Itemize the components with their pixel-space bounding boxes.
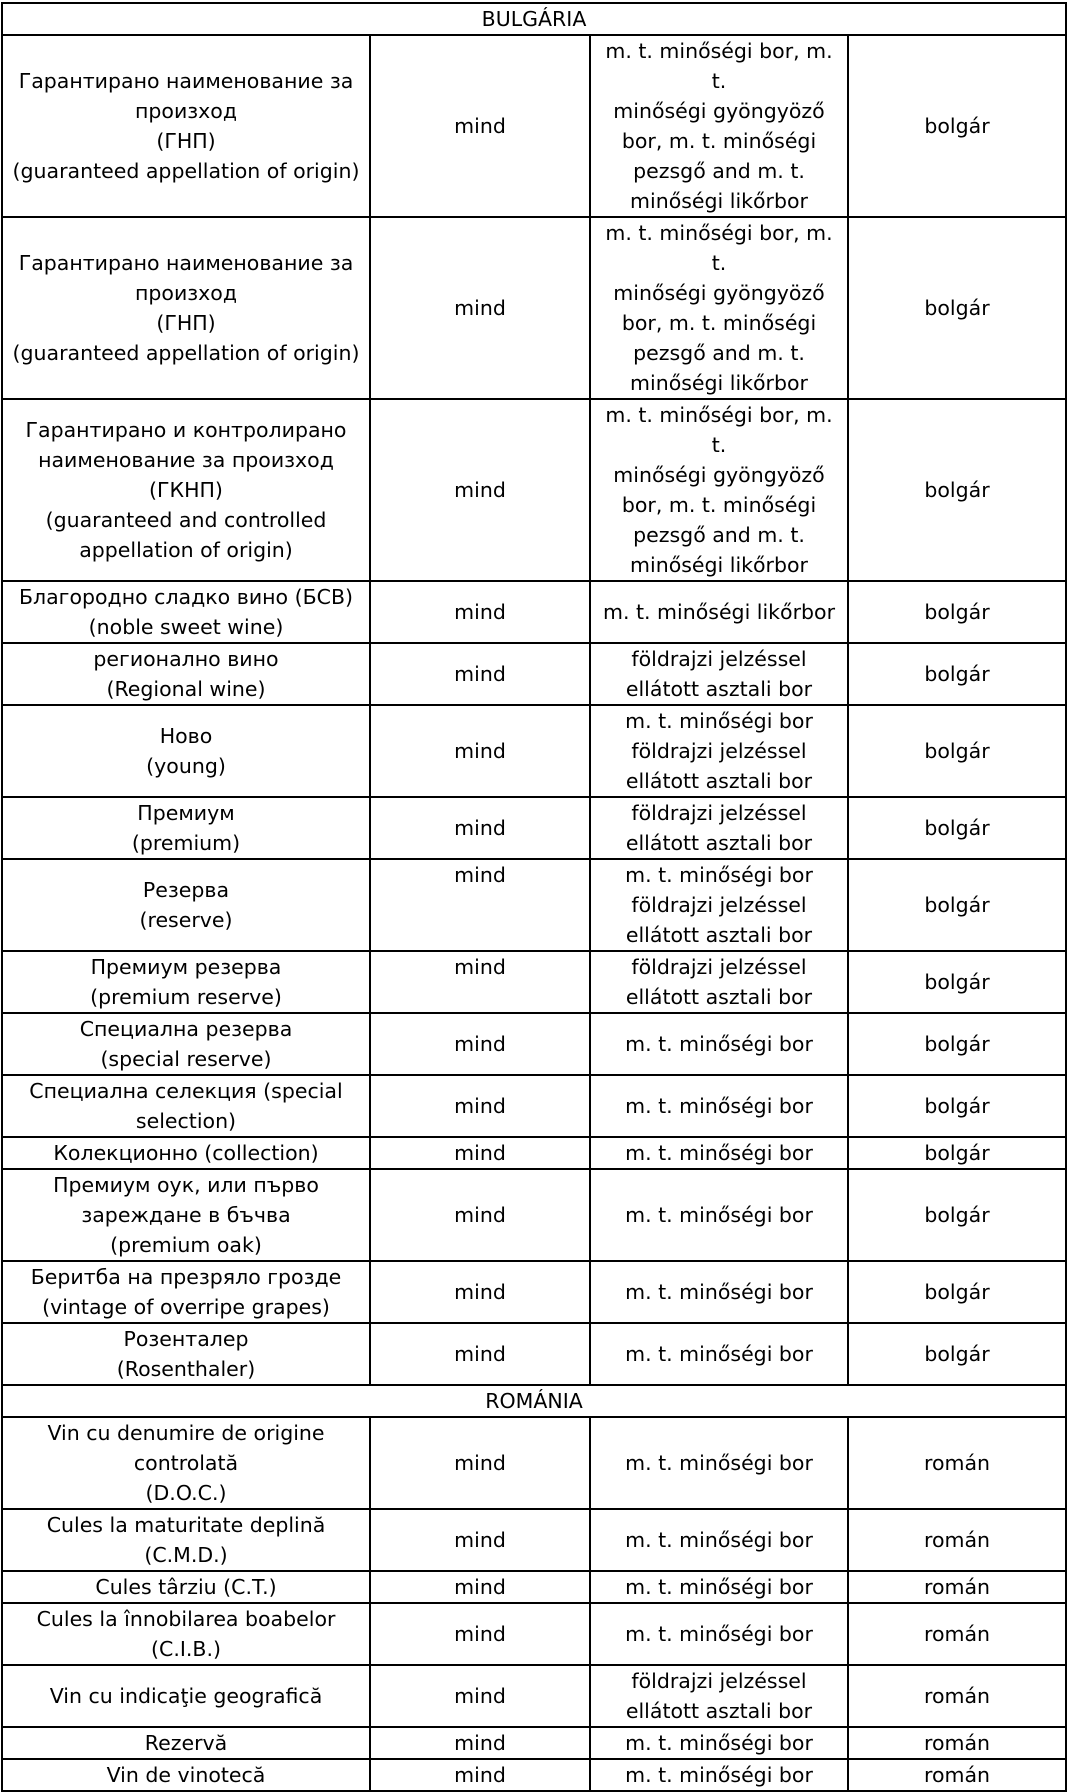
term-cell: Vin cu denumire de origine controlată (D.O.C.)	[2, 1417, 370, 1509]
term-cell: Cules la maturitate deplină (C.M.D.)	[2, 1509, 370, 1571]
wine-type-cell: m. t. minőségi bor	[590, 1759, 848, 1791]
term-cell: Премиум резерва (premium reserve)	[2, 951, 370, 1013]
wine-type-cell: m. t. minőségi bor	[590, 1727, 848, 1759]
section-header-row	[2, 1385, 1066, 1417]
language-cell: bolgár	[848, 705, 1066, 797]
category-cell: mind	[370, 1261, 590, 1323]
section-header-row	[2, 3, 1066, 35]
language-cell: bolgár	[848, 35, 1066, 217]
category-cell: mind	[370, 1417, 590, 1509]
wine-type-cell: m. t. minőségi bor földrajzi jelzéssel ellátott asztali bor	[590, 705, 848, 797]
language-cell: bolgár	[848, 1323, 1066, 1385]
language-cell: bolgár	[848, 859, 1066, 951]
term-cell: Гарантирано наименование за произход (ГНП) (guaranteed appellation of origin)	[2, 35, 370, 217]
term-cell: Премиум (premium)	[2, 797, 370, 859]
table-row	[2, 1261, 1066, 1323]
wine-type-cell: m. t. minőségi bor	[590, 1603, 848, 1665]
language-cell: román	[848, 1759, 1066, 1791]
term-cell: Колекционно (collection)	[2, 1137, 370, 1169]
table-row	[2, 1571, 1066, 1603]
category-cell: mind	[370, 643, 590, 705]
category-cell: mind	[370, 951, 590, 1013]
wine-type-cell: földrajzi jelzéssel ellátott asztali bor	[590, 643, 848, 705]
table-row	[2, 1603, 1066, 1665]
table-row	[2, 705, 1066, 797]
term-cell: Благородно сладко вино (БСВ) (noble sweet wine)	[2, 581, 370, 643]
language-cell: bolgár	[848, 1169, 1066, 1261]
wine-type-cell: m. t. minőségi bor	[590, 1323, 848, 1385]
table-row	[2, 1169, 1066, 1261]
category-cell: mind	[370, 1075, 590, 1137]
category-cell: mind	[370, 1603, 590, 1665]
table-row	[2, 1137, 1066, 1169]
table-row	[2, 859, 1066, 951]
wine-type-cell: m. t. minőségi likőrbor	[590, 581, 848, 643]
category-cell: mind	[370, 1013, 590, 1075]
language-cell: bolgár	[848, 217, 1066, 399]
term-cell: Специална резерва (special reserve)	[2, 1013, 370, 1075]
wine-type-cell: m. t. minőségi bor	[590, 1571, 848, 1603]
wine-type-cell: m. t. minőségi bor	[590, 1169, 848, 1261]
language-cell: bolgár	[848, 951, 1066, 1013]
term-cell: Cules la înnobilarea boabelor (C.I.B.)	[2, 1603, 370, 1665]
term-cell: Специална селекция (special selection)	[2, 1075, 370, 1137]
category-cell: mind	[370, 1727, 590, 1759]
section-title: ROMÁNIA	[2, 1385, 1066, 1417]
language-cell: bolgár	[848, 1013, 1066, 1075]
term-cell: Cules târziu (C.T.)	[2, 1571, 370, 1603]
table-row	[2, 643, 1066, 705]
category-cell: mind	[370, 217, 590, 399]
category-cell: mind	[370, 581, 590, 643]
table-row	[2, 581, 1066, 643]
language-cell: bolgár	[848, 1075, 1066, 1137]
wine-type-cell: földrajzi jelzéssel ellátott asztali bor	[590, 1665, 848, 1727]
term-cell: Vin cu indicaţie geografică	[2, 1665, 370, 1727]
wine-type-cell: m. t. minőségi bor	[590, 1417, 848, 1509]
table-row	[2, 217, 1066, 399]
term-cell: регионално вино (Regional wine)	[2, 643, 370, 705]
language-cell: román	[848, 1571, 1066, 1603]
term-cell: Ново (young)	[2, 705, 370, 797]
term-cell: Vin de vinotecă	[2, 1759, 370, 1791]
table-row	[2, 1509, 1066, 1571]
category-cell: mind	[370, 1509, 590, 1571]
language-cell: bolgár	[848, 643, 1066, 705]
category-cell: mind	[370, 1323, 590, 1385]
wine-type-cell: földrajzi jelzéssel ellátott asztali bor	[590, 951, 848, 1013]
term-cell: Премиум оук, или първо зареждане в бъчва (premium oak)	[2, 1169, 370, 1261]
language-cell: bolgár	[848, 1261, 1066, 1323]
term-cell: Гарантирано и контролирано наименование за произход (ГКНП) (guaranteed and controlled appellation of origin)	[2, 399, 370, 581]
category-cell: mind	[370, 35, 590, 217]
wine-type-cell: m. t. minőségi bor, m. t. minőségi gyöngyöző bor, m. t. minőségi pezsgő and m. t. minőségi likőrbor	[590, 217, 848, 399]
table-row	[2, 1665, 1066, 1727]
language-cell: bolgár	[848, 797, 1066, 859]
category-cell: mind	[370, 1665, 590, 1727]
language-cell: bolgár	[848, 1137, 1066, 1169]
table-row	[2, 1759, 1066, 1791]
table-row	[2, 951, 1066, 1013]
table-row	[2, 1417, 1066, 1509]
table-row	[2, 797, 1066, 859]
category-cell: mind	[370, 399, 590, 581]
term-cell: Rezervă	[2, 1727, 370, 1759]
language-cell: román	[848, 1665, 1066, 1727]
wine-type-cell: m. t. minőségi bor	[590, 1013, 848, 1075]
wine-type-cell: m. t. minőségi bor	[590, 1137, 848, 1169]
wine-type-cell: m. t. minőségi bor földrajzi jelzéssel ellátott asztali bor	[590, 859, 848, 951]
table-body	[2, 3, 1066, 1791]
language-cell: román	[848, 1417, 1066, 1509]
category-cell: mind	[370, 859, 590, 951]
table-row	[2, 399, 1066, 581]
category-cell: mind	[370, 1137, 590, 1169]
language-cell: bolgár	[848, 399, 1066, 581]
wine-type-cell: m. t. minőségi bor, m. t. minőségi gyöngyöző bor, m. t. minőségi pezsgő and m. t. minőségi likőrbor	[590, 399, 848, 581]
category-cell: mind	[370, 1759, 590, 1791]
term-cell: Гарантирано наименование за произход (ГНП) (guaranteed appellation of origin)	[2, 217, 370, 399]
table-row	[2, 35, 1066, 217]
wine-type-cell: m. t. minőségi bor, m. t. minőségi gyöngyöző bor, m. t. minőségi pezsgő and m. t. minőségi likőrbor	[590, 35, 848, 217]
table-row	[2, 1323, 1066, 1385]
wine-terms-table	[1, 2, 1067, 1792]
term-cell: Беритба на презряло грозде (vintage of overripe grapes)	[2, 1261, 370, 1323]
wine-type-cell: m. t. minőségi bor	[590, 1261, 848, 1323]
term-cell: Резерва (reserve)	[2, 859, 370, 951]
language-cell: román	[848, 1727, 1066, 1759]
table-row	[2, 1075, 1066, 1137]
language-cell: román	[848, 1509, 1066, 1571]
wine-type-cell: földrajzi jelzéssel ellátott asztali bor	[590, 797, 848, 859]
table-row	[2, 1013, 1066, 1075]
category-cell: mind	[370, 797, 590, 859]
wine-type-cell: m. t. minőségi bor	[590, 1075, 848, 1137]
section-title: BULGÁRIA	[2, 3, 1066, 35]
term-cell: Розенталер (Rosenthaler)	[2, 1323, 370, 1385]
category-cell: mind	[370, 1571, 590, 1603]
category-cell: mind	[370, 1169, 590, 1261]
language-cell: bolgár	[848, 581, 1066, 643]
table-row	[2, 1727, 1066, 1759]
category-cell: mind	[370, 705, 590, 797]
language-cell: román	[848, 1603, 1066, 1665]
wine-type-cell: m. t. minőségi bor	[590, 1509, 848, 1571]
